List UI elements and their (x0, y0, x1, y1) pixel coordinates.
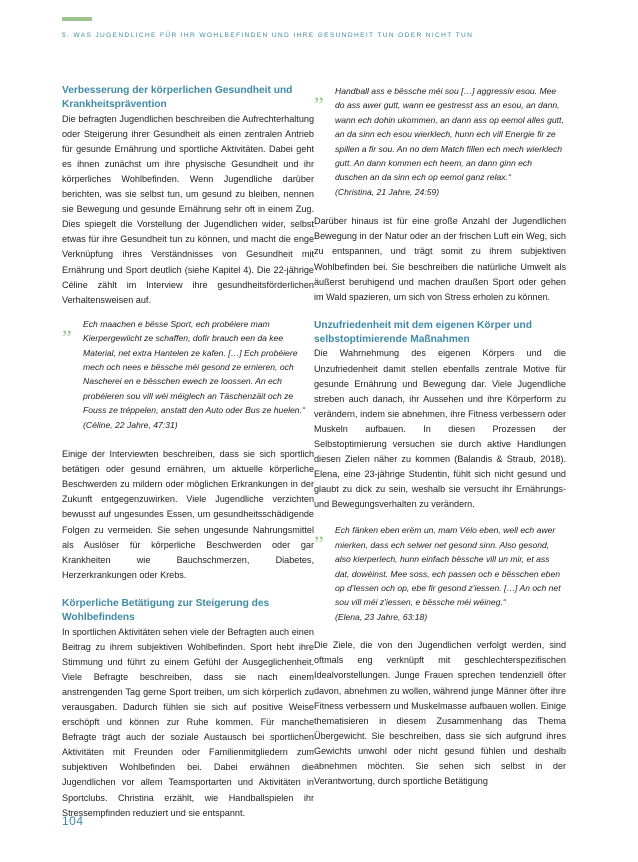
quote-mark-icon: „ (62, 312, 72, 338)
paragraph-ziele: Die Ziele, die von den Jugendlichen verfolgt werden, sind oftmals eng verknüpft mit geschlechterspezifischen Idealvorstellungen. Junge Frauen sprechen tendenziell öfter davon, abnehmen zu wollen, während junge Männer öfter ihre Fitness verbessern und Muskelmasse aufbauen wollen. Einige thematisieren in diesem Zusammenhang das Thema Übergewicht. Sie beschreiben, dass sie sich aufgrund ihres Gewichts unwohl oder nicht gesund fühlen und deshalb abnehmen möchten. Sie sehen sich selbst in der Verantwortung, durch sportliche Betätigung (314, 640, 566, 787)
quote-celine-source: (Céline, 22 Jahre, 47:31) (83, 419, 178, 430)
quote-celine (62, 312, 314, 432)
running-header: 5. WAS JUGENDLICHE FÜR IHR WOHLBEFINDEN UND IHRE GESUNDHEIT TUN ODER NICHT TUN (62, 32, 474, 39)
section-heading-wohlbefinden: Körperliche Betätigung zur Steigerung des Wohlbefindens (62, 597, 270, 623)
section-body-wohlbefinden: In sportlichen Aktivitäten sehen viele der Befragten auch einen Beitrag zu ihrem subjektiven Wohlbefinden. Sport hebt ihre Stimmung und führt zu einem Gefühl der Ausgeglichenheit. Viele Befragte beschreiben, dass sie nach einem anstrengenden Tag gerne Sport treiben, um sich körperlich zu verausgaben. Dadurch fühlen sie sich auf positive Weise erschöpft und können zur Ruhe kommen. Für manche Befragte trägt auch der soziale Austausch bei sportlichen Aktivitäten mit Freunden oder Familienmitgliedern zum subjektiven Wohlbefinden bei. Dabei erwähnen die Jugendlichen vor allem Teamsportarten und Aktivitäten in Sportclubs. Christina erzählt, wie Handballspielen ihr Stressempfinden reduziert und sie entspannt. (62, 626, 314, 818)
right-column (314, 80, 566, 789)
quote-mark-icon: „ (314, 519, 324, 545)
quote-christina-source: (Christina, 21 Jahre, 24:59) (335, 186, 440, 197)
quote-christina (314, 80, 566, 199)
section-body-krankheitspraevention: Die befragten Jugendlichen beschreiben die Aufrechterhaltung oder Steigerung ihrer Gesundheit als einen zentralen Antrieb für gesunde Ernährung und sportliche Aktivitäten. Dabei geht es ihnen zunächst um ihre physische Gesundheit und ihr körperliches Wohlbefinden. Wenn Jugendliche darüber berichten, was sie selbst tun, um gesund zu bleiben, nennen sie Bewegung und gesunde Ernährung sehr oft in einem Zug. Dies spiegelt die Vorstellung der Jugendlichen wider, selbst etwas für ihre Gesundheit tun zu können, und macht die enge Verknüpfung ihres Verständnisses von Gesundheit mit Ernährung und Sport deutlich (siehe Kapitel 4). Die 22-jährige Céline zählt im Interview ihre gesundheitsförderlichen Verhaltensweisen auf. (62, 113, 314, 305)
left-column (62, 84, 314, 821)
section-body-koerper: Die Wahrnehmung des eigenen Körpers und die Unzufriedenheit damit stellen ebenfalls zentrale Motive für gesunde Ernährung und Bewegung dar. Viele Jugendliche streben auch danach, ihr Aussehen und ihre Körperform zu verändern, indem sie abnehmen, ihre Fitness verbessern oder Muskeln aufbauen. In diesen Prozessen der Selbstoptimierung versuchen sie durch aktive Handlungen diesen Zielen näher zu kommen (Balandis & Straub, 2018). Elena, eine 23-jährige Studentin, fühlt sich nicht gesund und glaubt zu dick zu sein, weshalb sie versucht ihr Ernährungs- und Bewegungsverhalten zu verändern. (314, 348, 566, 510)
header-accent-bar (62, 17, 92, 21)
section-heading-krankheitspraevention: Verbesserung der körperlichen Gesundheit und Krankheitsprävention (62, 85, 293, 110)
quote-elena (314, 519, 566, 624)
quote-christina-text: Handball ass e bëssche méi sou […] aggressiv esou. Mee do ass awer gutt, wann ee gestresst ass an esou, an dann, wann ech dohin ukommen, an dann ass op eemol alles gutt, an da sinn ech esou wierklech, hunn ech vill Energie fir ze spillen a fir sou. An no dem Match fillen ech mech wierklech gutt. An dann kommen ech heem, an dann ginn ech duschen an da sinn ech op eemol ganz relax.“ (335, 86, 564, 183)
paragraph-beschwerden: Einige der Interviewten beschreiben, dass sie sich sportlich betätigen oder gesund ernähren, um aktuelle körperliche Beschwerden zu mildern oder möglichen Erkrankungen in der Zukunft entgegenzuwirken. Viele Jugendliche verzichten bewusst auf ungesundes Essen, um gesundheitsschädigende Folgen zu vermeiden. Sie sehen ungesunde Nahrungsmittel als Auslöser für körperliche Beschwerden oder gar Krankheiten wie Bauchschmerzen, Diabetes, Herzerkrankungen oder Krebs. (62, 449, 314, 580)
quote-mark-icon: „ (314, 80, 324, 105)
quote-elena-text: Ech fänken eben erëm un, mam Vélo eben, well ech awer mierken, dass ech selwer net gesond sinn. Also gesond, also kierperlech, hunn einfach bëssche vill un mir, et ass dat, dowéinst. Mee soss, ech passen och e bësschen eben op d'Iessen och op, ebe fir gesond z'iessen. […] An och net sou vill méi z'iessen, e bëssche méi wéineg.“ (335, 525, 561, 608)
page-number: 104 (62, 814, 84, 828)
paragraph-natur: Darüber hinaus ist für eine große Anzahl der Jugendlichen Bewegung in der Natur oder an der frischen Luft ein Weg, sich zu entspannen, und trägt somit zu ihrem subjektiven Wohlbefinden bei. Sie beschreiben die natürliche Umwelt als äußerst beruhigend und machen draußen Sport oder gehen im Wald spazieren, um sich von Stress erholen zu können. (314, 216, 566, 302)
section-heading-koerper: Unzufriedenheit mit dem eigenen Körper und selbstoptimierende Maßnahmen (314, 319, 532, 345)
quote-celine-text: Ech maachen e bësse Sport, ech probéiere mam Kierpergewiicht ze schaffen, dofir brauch een da kee Material, net extra Hantelen ze kafen. […] Ech probéiere mech och nees e bëssche méi gesond ze ernieren, och Nascherei en e bësschen ewech ze loossen. An ech probéieren sou vill wéi méiglech an Täschenzäit och ze Fouss ze tréppelen, anstatt den Auto oder Bus ze huelen.“ (83, 318, 305, 416)
quote-elena-source: (Elena, 23 Jahre, 63:18) (335, 611, 428, 622)
